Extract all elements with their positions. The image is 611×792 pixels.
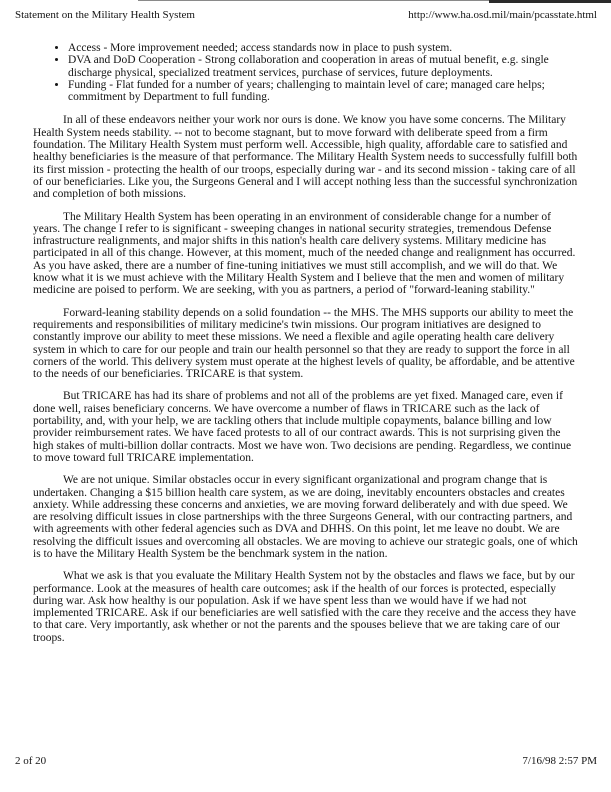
footer-page-number: 2 of 20 bbox=[15, 755, 47, 767]
list-item bbox=[68, 42, 579, 54]
paragraph: But TRICARE has had its share of problems and not all of the problems are yet fixed. Managed care, even if done well, raises beneficiary concerns. We have overcome a number of flaws in TRICARE such as the lack of portability, and, with your help, we are tackling others that include multiple copayments, balance billing and low provider reimbursement rates. We have faced protests to all of our contract awards. This is not surprising given the high stakes of multi-billion dollar contracts. Most we have won. Two decisions are pending. Regardless, we continue to move toward full TRICARE implementation. bbox=[33, 390, 572, 464]
bullet-text: Funding - Flat funded for a number of years; challenging to maintain level of care; managed care helps; commitment by Department to full funding. bbox=[68, 78, 545, 104]
document-body bbox=[33, 42, 579, 644]
header-source-url: http://www.ha.osd.mil/main/pcasstate.html bbox=[408, 9, 597, 21]
list-item bbox=[68, 79, 579, 104]
bullet-list bbox=[33, 42, 579, 103]
bullet-text: DVA and DoD Cooperation - Strong collaboration and cooperation in areas of mutual benefit, e.g. single discharge physical, specialized treatment services, purchase of services, future deployments. bbox=[68, 54, 549, 79]
list-item bbox=[68, 54, 579, 79]
paragraph: What we ask is that you evaluate the Military Health System not by the obstacles and flaws we face, but by our performance. Look at the measures of health care outcomes; ask if the health of our forces is protected, especially during war. Ask how healthy is our population. Ask if we have spent less than we would have if we had not implemented TRICARE. Ask if our beneficiaries are well satisfied with the care they receive and the access they have to that care. Very importantly, ask whether or not the parents and the spouses believe that we are taking care of our troops. bbox=[33, 570, 576, 644]
footer-timestamp: 7/16/98 2:57 PM bbox=[522, 755, 597, 767]
paragraph: In all of these endeavors neither your work nor ours is done. We know you have some concerns. The Military Health System needs stability. -- not to become stagnant, but to move forward with deliberate speed from a firm foundation. The Military Health System must perform well. Accessible, high quality, affordable care to satisfied and healthy beneficiaries is the measure of that performance. The Military Health System needs to successfully fulfill both its first mission - protecting the health of our troops, especially during war - and its second mission - taking care of all of our beneficiaries. Like you, the Surgeons General and I will accept nothing less than the successful synchronization and completion of both missions. bbox=[33, 114, 578, 201]
paragraph: The Military Health System has been operating in an environment of considerable change for a number of years. The change I refer to is significant - sweeping changes in national security strategies, tremendous Defense infrastructure realignments, and major shifts in this nation's health care delivery systems. Military medicine has participated in all of this change. However, at this moment, much of the needed change and realignment has occurred. As you have asked, there are a number of fine-tuning initiatives we must still accomplish, and we will do that. We know what it is we must achieve with the Military Health System and I believe that the men and women of military medicine are poised to perform. We are seeking, with you as partners, a period of "forward-leaning stability." bbox=[33, 210, 576, 297]
page-footer bbox=[15, 755, 597, 767]
bullet-text: Access - More improvement needed; access standards now in place to push system. bbox=[68, 42, 453, 54]
paragraph: Forward-leaning stability depends on a solid foundation -- the MHS. The MHS supports our ability to meet the requirements and responsibilities of military medicine's twin missions. Our program initiatives are designed to constantly improve our ability to meet these missions. We need a flexible and agile operating health care delivery system in which to care for our people and train our health personnel so that they are ready to support the force in all corners of the world. This delivery system must operate at the highest levels of quality, be affordable, and be attentive to the needs of our beneficiaries. TRICARE is that system. bbox=[33, 306, 575, 381]
scan-artifact-thick-line bbox=[489, 0, 611, 3]
header-document-title: Statement on the Military Health System bbox=[15, 9, 195, 21]
paragraph: We are not unique. Similar obstacles occur in every significant organizational and program change that is undertaken. Changing a $15 billion health care system, as we are doing, inevitably encounters obstacles and creates anxiety. While addressing these concerns and anxieties, we are moving forward deliberately and with due speed. We are resolving difficult issues in close partnerships with the three Surgeons General, with our contracting partners, and with agreements with other federal agencies such as DVA and DHHS. On this point, let me leave no doubt. We are resolving the difficult issues and overcoming all obstacles. We are moving to achieve our strategic goals, one of which is to have the Military Health System be the benchmark system in the nation. bbox=[33, 474, 578, 560]
page-header bbox=[15, 9, 597, 22]
